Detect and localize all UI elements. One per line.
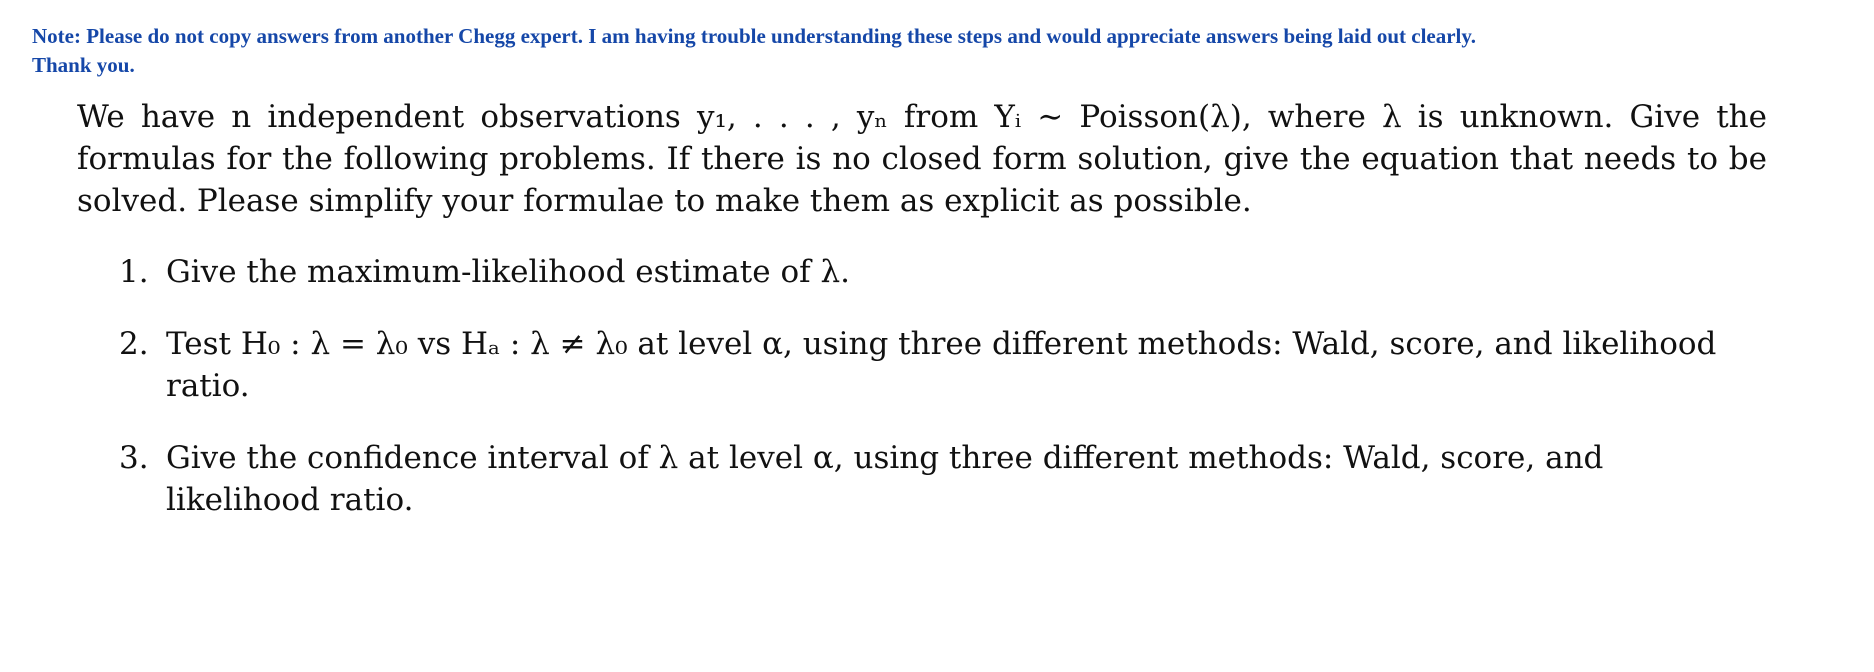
problem-statement: [77, 96, 1767, 551]
note-line-1: Note: Please do not copy answers from another Chegg expert. I am having trouble understanding these steps and would appreciate answers being laid out clearly.: [32, 24, 1476, 48]
task-list: [77, 251, 1767, 521]
task-item-1: [77, 251, 1767, 293]
task-number: 1.: [119, 254, 149, 290]
task-text: Give the maximum-likelihood estimate of λ.: [166, 254, 850, 290]
task-text: Give the confidence interval of λ at level α, using three different methods: Wald, score, and likelihood ratio.: [166, 440, 1604, 518]
chegg-note: [32, 22, 1832, 80]
task-number: 2.: [119, 326, 149, 362]
note-line-2: Thank you.: [32, 53, 135, 77]
task-number: 3.: [119, 440, 149, 476]
task-item-3: [77, 437, 1767, 521]
problem-intro: We have n independent observations y₁, . . . , yₙ from Yᵢ ∼ Poisson(λ), where λ is unknown. Give the formulas for the following problems. If there is no closed form solution, give the equation that needs to be solved. Please simplify your formulae to make them as explicit as possible.: [77, 99, 1767, 219]
task-text: Test H₀ : λ = λ₀ vs Hₐ : λ ≠ λ₀ at level α, using three different methods: Wald, score, and likelihood ratio.: [166, 326, 1717, 404]
task-item-2: [77, 323, 1767, 407]
